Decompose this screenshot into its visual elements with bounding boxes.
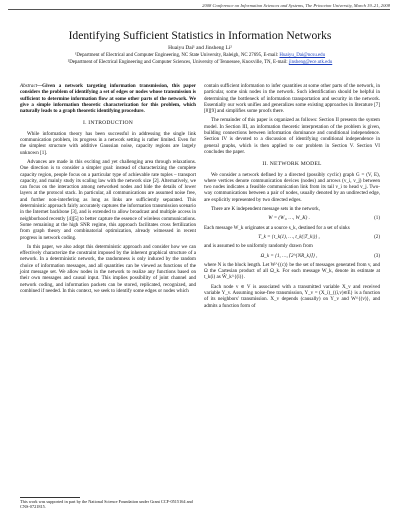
- paper-title: Identifying Sufficient Statistics in Information Networks: [68, 29, 332, 42]
- equation-1-body: W = (W₁, …, W_K) .: [268, 215, 310, 222]
- equation-2-body: T_k = {t_k(1), …, t_k(|T_k|)} ,: [258, 233, 320, 240]
- intro-paragraph-3: In this paper, we also adopt this deterministic approach and consider how we can effectively characterize the constraint imposed by the inherent graphical structure of a network. In a deterministic network, the randomness is only induced by the random choice of information messages, and all quantities can be viewed as functions of the joint message set. We allow nodes in the network to realize any functions based on their own messages and causal input. This implies possibility of joint channel and network coding, and information packets can be stored, replicated, recognized, and combined if needed. In this context, we seek to identify some edges or nodes which: [20, 243, 196, 294]
- equation-1: [204, 215, 380, 221]
- model-paragraph-2: There are K independent message sets in the network,: [211, 206, 320, 213]
- abstract-text: —Given a network targeting information transmission, this paper considers the problem of identifying a set of edges or nodes whose transmission is sufficient to determine information flow at some other parts of the network. We give a simple information theoretic characterization for this problem, which naturally leads to a graph theoretic identifying procedure.: [20, 83, 196, 115]
- equation-3: [204, 253, 380, 259]
- paper-authors: Huaiyu Dai¹ and Jinsheng Li²: [168, 45, 232, 51]
- intro-paragraph-4: contain sufficient information to infer quantities at some other parts of the network, in particular, some sink nodes in the network. Such identification should be helpful in determining the bottleneck of information transportation and security in the network. Essentially our work unifies and generalizes some existing approaches in literature [7][8][9] and simplifies some proofs there.: [204, 83, 380, 115]
- footnote-rule: [20, 497, 80, 498]
- equation-3-body: Ω_k = {1, …, ⌈2^{NR_k}⌉} ,: [260, 252, 318, 259]
- affiliation-1-text: ¹Department of Electrical and Computer Engineering, NC State University, Raleigh, NC 27695, E-mail:: [74, 53, 280, 58]
- model-paragraph-4: and is assumed to be uniformly randomly drawn from: [204, 243, 313, 250]
- section-heading-introduction: I. INTRODUCTION: [83, 120, 133, 127]
- model-paragraph-6: Each node v ∈ V is associated with a transmitted variable X_v and received variable Y_v. Assuming noise-free transmission, Y_v = (X_i)_{(i,v)∈E} is a function of its neighbors' transmission. X_v depends (causally) on Y_v and W^{(v)}, and admits a function form of: [204, 283, 380, 309]
- model-paragraph-1: We consider a network defined by a directed (possibly cyclic) graph G = (V, E), where vertices denote communication devices (nodes) and arrows (v_i, v_j) between two nodes indicates a feasible communication link from its tail v_i to head v_j. Two-way communications between a pair of nodes, usually denoted by an undirected edge, are explicitly represented by two directed edges.: [204, 171, 380, 203]
- intro-paragraph-1: While information theory has been successful in addressing the single link communication problem, its progress in a network setting is rather limited. Even for the simplest structure with additive Gaussian noise, capacity regions are largely unknown [1].: [20, 130, 196, 156]
- abstract: [20, 83, 196, 114]
- model-paragraph-5: where N is the block length. Let W^{(c)} be the set of messages generated from v, and Ω the Cartesian product of all Ω_k. For each message W_k, denote its estimate at t_k(i) as Ŵ_k^{(i)}.: [204, 261, 380, 281]
- model-paragraph-3: Each message W_k originates at a source s_k, destined for a set of sinks: [204, 224, 350, 231]
- email-2-link[interactable]: jinsheng@ece.utk.edu: [288, 60, 333, 65]
- intro-paragraph-2: Advances are made in this exciting and yet challenging area through relaxations. One direction is to consider a simpler goal: instead of characterizing the complete capacity region, people focus on a particular type of achievable rate tuples – transport capacity, and mainly study its scaling law with the network size [2]. Alternatively, we can focus on the interaction among networked nodes and hide the details of lower layers at the protocol stack. In particular, all communications are assumed noise free, and further non-interfering as long as links are sufficiently separated. This deterministic approach fairly accurately captures the information transmission scenario in the Internet backbone [3], and is extended to allow broadcast and multiple access in neighborhood recently [4][5] to better capture the essence of wireless communications. Some remaining at the high SNR regime, this approach facilitates cross fertilization from graph theory and combinatorial optimization, already witnessed in recent progress in network coding.: [20, 158, 196, 241]
- affiliation-2: [0, 60, 400, 66]
- intro-paragraph-5: The remainder of this paper is organized as follows: Section II presents the system model. In Section III, an information theoretic interpretation of the problem is given, building connections between information dominance and conditional independence. Section IV is devoted to a discussion of identifying conditional independence in general graphs, which is then applied to our problem in Section V. Section VI concludes the paper.: [204, 117, 380, 155]
- affiliation-1: [0, 53, 400, 59]
- affiliation-2-text: ²Department of Electrical Engineering and Computer Sciences, University of Tennessee, Knoxville, TN, E-mail:: [67, 60, 289, 65]
- email-1-link[interactable]: Huaiyu_Dai@ncsu.edu: [279, 53, 326, 58]
- equation-2: [204, 234, 380, 240]
- equation-1-number: (1): [374, 215, 380, 222]
- conference-header: 2008 Conference on Information Sciences and Systems, The Princeton University, March 19–21, 2008: [8, 3, 390, 10]
- section-heading-network-model: II. NETWORK MODEL: [262, 161, 322, 168]
- equation-3-number: (3): [374, 252, 380, 259]
- right-column: [204, 83, 380, 312]
- equation-2-number: (2): [374, 233, 380, 240]
- footnote: This work was supported in part by the National Science Foundation under Grant CCF-0515164 and CNS-0721815.: [20, 499, 193, 510]
- abstract-label: Abstract: [20, 83, 38, 89]
- left-column: [20, 83, 196, 297]
